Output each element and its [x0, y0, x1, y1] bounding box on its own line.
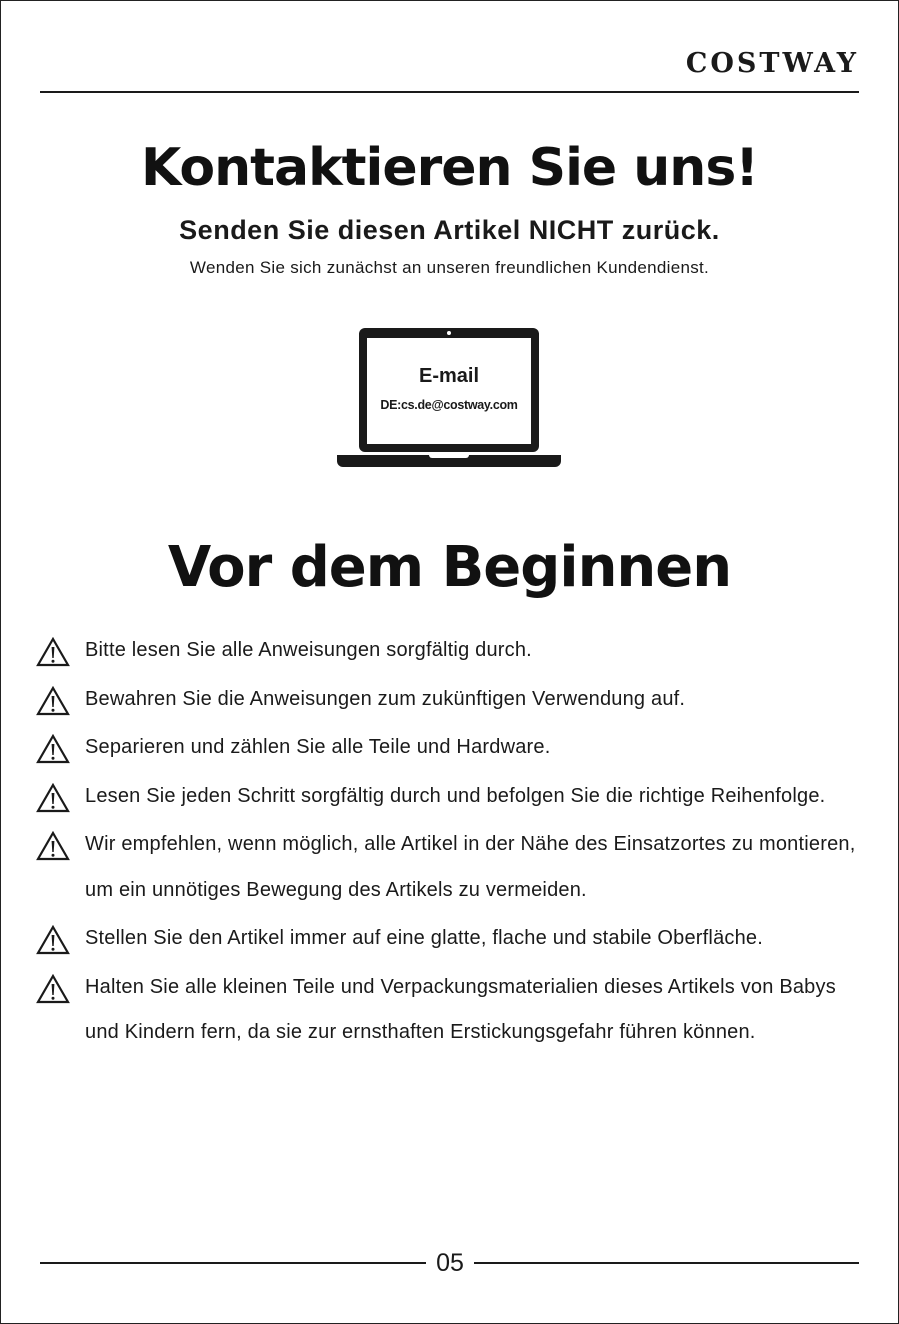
warning-triangle-icon	[36, 831, 70, 861]
before-title: Vor dem Beginnen	[167, 535, 732, 600]
warning-triangle-icon	[36, 637, 70, 667]
contact-note: Wenden Sie sich zunächst an unseren freundlichen Kundendienst.	[189, 258, 710, 277]
list-item-text: Bewahren Sie die Anweisungen zum zukünftigen Verwendung auf.	[85, 687, 686, 710]
instruction-list	[36, 628, 866, 1059]
list-item	[36, 774, 866, 820]
laptop-camera	[447, 331, 451, 335]
warning-triangle-icon	[36, 925, 70, 955]
list-item	[36, 822, 866, 913]
laptop-notch	[429, 455, 469, 458]
contact-subtitle: Senden Sie diesen Artikel NICHT zurück.	[179, 215, 720, 245]
laptop-display	[367, 338, 531, 444]
brand-logo: COSTWAY	[685, 48, 859, 79]
footer-divider-left	[40, 1262, 426, 1264]
list-item-text: Lesen Sie jeden Schritt sorgfältig durch und befolgen Sie die richtige Reihenfolge.	[85, 784, 826, 807]
laptop-screen	[359, 328, 539, 452]
list-item	[36, 965, 866, 1056]
contact-title: Kontaktieren Sie uns!	[141, 138, 758, 198]
laptop-icon	[337, 328, 561, 468]
list-item	[36, 725, 866, 771]
page-number: 05	[436, 1249, 464, 1277]
footer-divider-right	[474, 1262, 859, 1264]
email-address: DE:cs.de@costway.com	[380, 398, 518, 412]
list-item-text: Halten Sie alle kleinen Teile und Verpackungsmaterialien dieses Artikels von Babys und Kindern fern, da sie zur ernsthaften Erstickungsgefahr führen können.	[85, 975, 836, 1043]
warning-triangle-icon	[36, 783, 70, 813]
header-divider	[40, 91, 859, 93]
list-item	[36, 677, 866, 723]
warning-triangle-icon	[36, 974, 70, 1004]
warning-triangle-icon	[36, 734, 70, 764]
list-item	[36, 916, 866, 962]
list-item	[36, 628, 866, 674]
list-item-text: Stellen Sie den Artikel immer auf eine glatte, flache und stabile Oberfläche.	[85, 927, 763, 949]
email-label: E-mail	[418, 365, 480, 387]
list-item-text: Separieren und zählen Sie alle Teile und Hardware.	[85, 736, 551, 758]
list-item-text: Wir empfehlen, wenn möglich, alle Artikel in der Nähe des Einsatzortes zu montieren, um ein unnötiges Bewegung des Artikels zu vermeiden.	[85, 833, 856, 901]
warning-triangle-icon	[36, 686, 70, 716]
list-item-text: Bitte lesen Sie alle Anweisungen sorgfältig durch.	[85, 639, 532, 661]
